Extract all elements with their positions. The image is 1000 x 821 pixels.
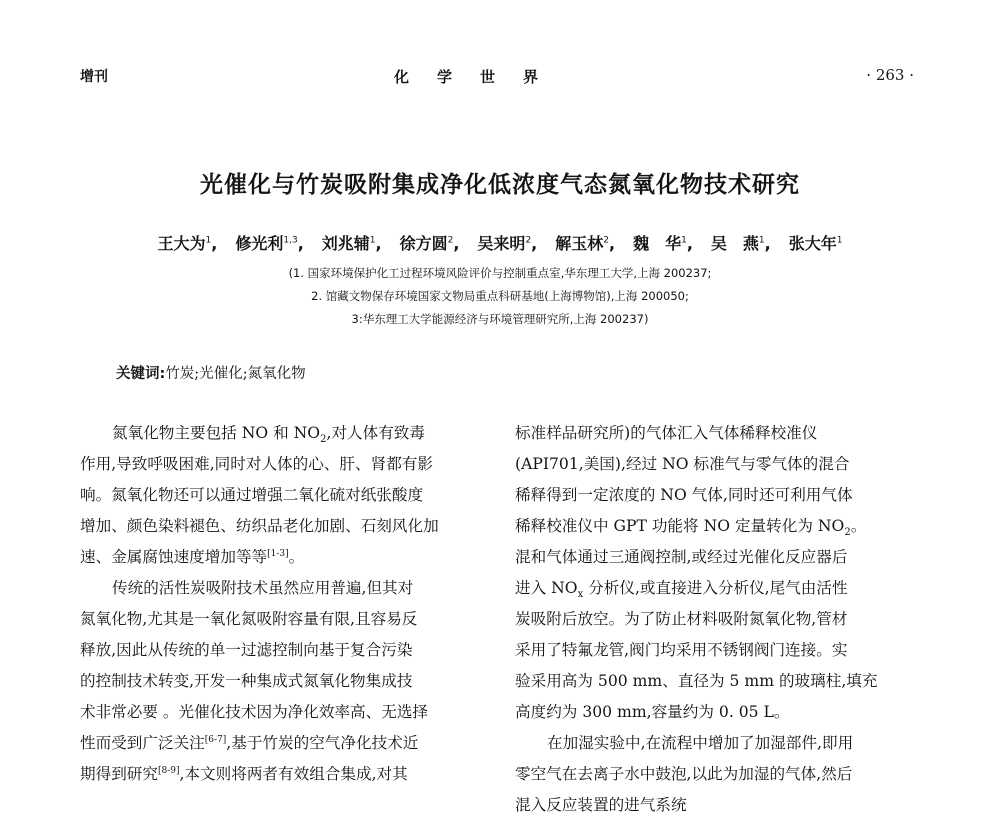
text-segment: 氮氧化物主要包括 NO 和 NO bbox=[112, 424, 321, 442]
journal-name: 化学世界 bbox=[393, 68, 566, 86]
affiliation-2: 2. 馆藏文物保存环境国家文物局重点科研基地(上海博物馆),上海 200050; bbox=[311, 289, 689, 303]
author-9 bbox=[789, 234, 843, 253]
citation-mark: [1-3] bbox=[267, 548, 289, 559]
affiliation-1: (1. 国家环境保护化工过程环境风险评价与控制重点室,华东理工大学,上海 200237; bbox=[288, 266, 712, 280]
text-segment: 的控制技术转变,开发一种集成式氮氧化物集成技 bbox=[80, 672, 413, 690]
text-line bbox=[515, 697, 930, 728]
text-segment: 混入反应装置的进气系统 bbox=[515, 796, 687, 814]
text-segment: 。 bbox=[850, 517, 867, 535]
issue-label: 增刊 bbox=[80, 69, 108, 85]
keywords bbox=[116, 362, 306, 383]
text-line bbox=[80, 759, 490, 790]
text-line bbox=[80, 449, 490, 480]
author-name: 魏 华 bbox=[633, 234, 682, 253]
text-line bbox=[80, 697, 490, 728]
text-line bbox=[515, 635, 930, 666]
author-name: 徐方圆 bbox=[399, 234, 448, 253]
text-line bbox=[515, 728, 930, 759]
text-segment: 进入 NO bbox=[515, 579, 578, 597]
author-affiliation-mark: 1 bbox=[369, 235, 376, 246]
text-line bbox=[515, 666, 930, 697]
author-name: 吴来明 bbox=[477, 234, 526, 253]
text-segment: (API701,美国),经过 NO 标准气与零气体的混合 bbox=[515, 455, 850, 473]
author-affiliation-mark: 1,3 bbox=[283, 235, 298, 246]
author-6: 解玉林$^2$, bbox=[555, 234, 616, 253]
author-list bbox=[0, 231, 1000, 254]
text-segment: 高度约为 300 mm,容量约为 0. 05 L。 bbox=[515, 703, 790, 721]
author-2: 修光利$^{1,3}$, bbox=[235, 234, 304, 253]
text-segment: 响。氮氧化物还可以通过增强二氧化硫对纸张酸度 bbox=[80, 486, 424, 504]
text-segment: ,本文则将两者有效组合集成,对其 bbox=[179, 765, 408, 783]
author-affiliation-mark: 2 bbox=[603, 235, 609, 246]
affiliations bbox=[0, 262, 1000, 331]
affiliation-3: 3:华东理工大学能源经济与环境管理研究所,上海 200237) bbox=[351, 312, 649, 326]
citation-mark: [8-9] bbox=[157, 765, 180, 776]
author-affiliation-mark: 1 bbox=[205, 235, 212, 246]
author-affiliation-mark: 1 bbox=[681, 235, 687, 246]
text-line bbox=[80, 480, 490, 511]
paper-title: 光催化与竹炭吸附集成净化低浓度气态氮氧化物技术研究 bbox=[200, 172, 800, 198]
text-line bbox=[515, 759, 930, 790]
text-line bbox=[80, 604, 490, 635]
author-name: 张大年 bbox=[788, 234, 837, 253]
body-column-right bbox=[515, 418, 930, 821]
author-3: 刘兆辅$^1$, bbox=[321, 234, 382, 253]
text-segment: 传统的活性炭吸附技术虽然应用普遍,但其对 bbox=[112, 579, 414, 597]
text-line bbox=[80, 511, 490, 542]
text-segment: 分析仪,或直接进入分析仪,尾气由活性 bbox=[583, 579, 848, 597]
author-affiliation-mark: 1 bbox=[758, 235, 765, 246]
text-segment: 标准样品研究所)的气体汇入气体稀释校准仪 bbox=[515, 424, 818, 442]
author-name: 修光利 bbox=[235, 234, 284, 253]
author-5: 吴来明$^2$, bbox=[477, 234, 538, 253]
text-line bbox=[515, 604, 930, 635]
text-line bbox=[515, 511, 930, 542]
author-8: 吴 燕$^1$, bbox=[710, 234, 771, 253]
author-affiliation-mark: 2 bbox=[525, 235, 532, 246]
author-7: 魏 华$^1$, bbox=[633, 234, 693, 253]
keywords-text: 竹炭;光催化;氮氧化物 bbox=[165, 366, 306, 382]
text-segment: 作用,导致呼吸困难,同时对人体的心、肝、肾都有影 bbox=[80, 455, 433, 473]
author-4: 徐方圆$^2$, bbox=[399, 234, 460, 253]
text-segment: 。 bbox=[288, 548, 305, 566]
citation-mark: [6-7] bbox=[204, 734, 227, 745]
keywords-label: 关键词: bbox=[116, 366, 166, 382]
subscript: x bbox=[577, 589, 584, 601]
text-line bbox=[80, 573, 490, 604]
text-line bbox=[515, 449, 930, 480]
text-segment: 术非常必要 。光催化技术因为净化效率高、无选择 bbox=[80, 703, 429, 721]
author-name: 刘兆辅 bbox=[321, 234, 370, 253]
text-segment: 稀释校准仪中 GPT 功能将 NO 定量转化为 NO bbox=[515, 517, 845, 535]
text-segment: 性而受到广泛关注 bbox=[80, 734, 205, 752]
text-segment: ,对人体有致毒 bbox=[326, 424, 425, 442]
text-segment: 速、金属腐蚀速度增加等等 bbox=[80, 548, 268, 566]
author-1: 王大为$^1$, bbox=[157, 234, 218, 253]
page-number: · 263 · bbox=[866, 66, 914, 84]
subscript: 2 bbox=[320, 434, 327, 446]
author-name: 王大为 bbox=[157, 234, 206, 253]
text-segment: 在加湿实验中,在流程中增加了加湿部件,即用 bbox=[547, 734, 854, 752]
text-segment: 零空气在去离子水中鼓泡,以此为加湿的气体,然后 bbox=[515, 765, 853, 783]
text-segment: ,基于竹炭的空气净化技术近 bbox=[226, 734, 419, 752]
text-segment: 验采用高为 500 mm、直径为 5 mm 的玻璃柱,填充 bbox=[515, 672, 878, 690]
text-line bbox=[80, 728, 490, 759]
text-line bbox=[515, 790, 930, 821]
text-segment: 增加、颜色染料褪色、纺织品老化加剧、石刻风化加 bbox=[80, 517, 439, 535]
author-name: 吴 燕 bbox=[710, 234, 759, 253]
text-line bbox=[515, 573, 930, 604]
text-segment: 期得到研究 bbox=[80, 765, 158, 783]
body-column-left bbox=[80, 418, 490, 790]
text-segment: 采用了特氟龙管,阀门均采用不锈钢阀门连接。实 bbox=[515, 641, 848, 659]
author-affiliation-mark: 2 bbox=[447, 235, 454, 246]
text-line bbox=[515, 418, 930, 449]
author-affiliation-mark: 1 bbox=[836, 235, 843, 246]
text-line bbox=[80, 418, 490, 449]
text-segment: 释放,因此从传统的单一过滤控制向基于复合污染 bbox=[80, 641, 413, 659]
text-segment: 炭吸附后放空。为了防止材料吸附氮氧化物,管材 bbox=[515, 610, 848, 628]
text-line bbox=[80, 666, 490, 697]
running-header bbox=[0, 66, 1000, 90]
text-segment: 混和气体通过三通阀控制,或经过光催化反应器后 bbox=[515, 548, 848, 566]
text-line bbox=[80, 635, 490, 666]
author-name: 解玉林 bbox=[555, 234, 604, 253]
text-segment: 稀释得到一定浓度的 NO 气体,同时还可利用气体 bbox=[515, 486, 853, 504]
text-segment: 氮氧化物,尤其是一氧化氮吸附容量有限,且容易反 bbox=[80, 610, 418, 628]
text-line bbox=[515, 480, 930, 511]
text-line bbox=[80, 542, 490, 573]
subscript: 2 bbox=[844, 527, 851, 539]
text-line bbox=[515, 542, 930, 573]
